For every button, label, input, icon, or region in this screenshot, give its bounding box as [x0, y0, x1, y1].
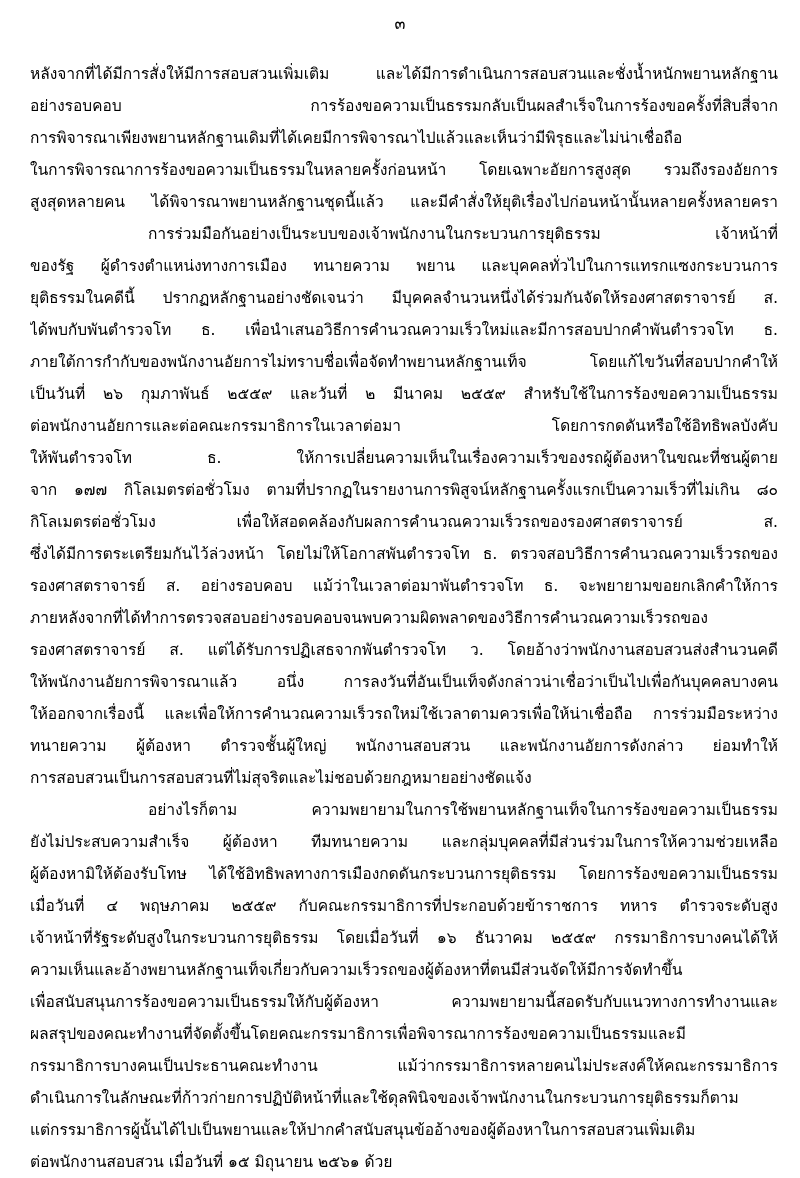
text-line: ยุติธรรมในคดีนี้ ปรากฏหลักฐานอย่างชัดเจนว่า มีบุคคลจำนวนหนึ่งได้ร่วมกันจัดให้รองศาสตราจารย์ ส. [30, 289, 778, 307]
text-line: ของรัฐ ผู้ดำรงตำแหน่งทางการเมือง ทนายความ พยาน และบุคคลทั่วไปในการแทรกแซงกระบวนการ [30, 257, 778, 275]
text-line: ความเห็นและอ้างพยานหลักฐานเท็จเกี่ยวกับความเร็วรถของผู้ต้องหาที่ตนมีส่วนจัดให้มีการจัดทำขึ้น [30, 961, 683, 979]
text-line: ซึ่งได้มีการตระเตรียมกันไว้ล่วงหน้า โดยไม่ให้โอกาสพันตำรวจโท ธ. ตรวจสอบวิธีการคำนวณความเร็วรถของ [30, 545, 778, 563]
text-line: อย่างไรก็ตาม ความพยายามในการใช้พยานหลักฐานเท็จในการร้องขอความเป็นธรรม [148, 801, 778, 819]
text-line: รองศาสตราจารย์ ส. แต่ได้รับการปฏิเสธจากพันตำรวจโท ว. โดยอ้างว่าพนักงานสอบสวนส่งสำนวนคดี [30, 641, 778, 659]
text-line: ภายหลังจากที่ได้ทำการตรวจสอบอย่างรอบคอบจนพบความผิดพลาดของวิธีการคำนวณความเร็วรถของ [30, 609, 708, 627]
text-line: อย่างรอบคอบ การร้องขอความเป็นธรรมกลับเป็นผลสำเร็จในการร้องขอครั้งที่สิบสี่จาก [30, 97, 778, 115]
text-line: การสอบสวนเป็นการสอบสวนที่ไม่สุจริตและไม่ชอบด้วยกฎหมายอย่างชัดแจ้ง [30, 769, 532, 787]
text-line: ในการพิจารณาการร้องขอความเป็นธรรมในหลายครั้งก่อนหน้า โดยเฉพาะอัยการสูงสุด รวมถึงรองอัยการ [30, 161, 778, 179]
text-line: จาก ๑๗๗ กิโลเมตรต่อชั่วโมง ตามที่ปรากฏในรายงานการพิสูจน์หลักฐานครั้งแรกเป็นความเร็วที่ไม่เกิน ๘๐ [30, 481, 778, 499]
text-line: ผลสรุปของคณะทำงานที่จัดตั้งขึ้นโดยคณะกรรมาธิการเพื่อพิจารณาการร้องขอความเป็นธรรมและมี [30, 1025, 686, 1043]
text-line: ดำเนินการในลักษณะที่ก้าวก่ายการปฏิบัติหน้าที่และใช้ดุลพินิจของเจ้าพนักงานในกระบวนการยุติธรรมก็ตาม [30, 1089, 739, 1107]
text-line: ต่อพนักงานอัยการและต่อคณะกรรมาธิการในเวลาต่อมา โดยการกดดันหรือใช้อิทธิพลบังคับ [30, 417, 778, 435]
text-line: เมื่อวันที่ ๔ พฤษภาคม ๒๕๕๙ กับคณะกรรมาธิการที่ประกอบด้วยข้าราชการ ทหาร ตำรวจระดับสูง [30, 897, 778, 915]
paragraph-1 [30, 58, 778, 218]
text-line: ให้พนักงานอัยการพิจารณาแล้ว อนึ่ง การลงวันที่อันเป็นเท็จดังกล่าวน่าเชื่อว่าเป็นไปเพื่อกันบุคคลบางคน [30, 673, 778, 691]
text-line: การร่วมมือกันอย่างเป็นระบบของเจ้าพนักงานในกระบวนการยุติธรรม เจ้าหน้าที่ [148, 225, 778, 243]
text-line: ภายใต้การกำกับของพนักงานอัยการไม่ทราบชื่อเพื่อจัดทำพยานหลักฐานเท็จ โดยแก้ไขวันที่สอบปากคำให้ [30, 353, 778, 371]
text-line: การพิจารณาเพียงพยานหลักฐานเดิมที่ได้เคยมีการพิจารณาไปแล้วและเห็นว่ามีพิรุธและไม่น่าเชื่อถือ [30, 129, 683, 147]
text-line: ต่อพนักงานสอบสวน เมื่อวันที่ ๑๕ มิถุนายน ๒๕๖๑ ด้วย [30, 1153, 393, 1171]
text-line: ให้พันตำรวจโท ธ. ให้การเปลี่ยนความเห็นในเรื่องความเร็วของรถผู้ต้องหาในขณะที่ชนผู้ตาย [30, 449, 778, 467]
text-line: ทนายความ ผู้ต้องหา ตำรวจชั้นผู้ใหญ่ พนักงานสอบสวน และพนักงานอัยการดังกล่าว ย่อมทำให้ [30, 737, 778, 755]
text-line: เจ้าหน้าที่รัฐระดับสูงในกระบวนการยุติธรรม โดยเมื่อวันที่ ๑๖ ธันวาคม ๒๕๕๙ กรรมาธิการบางคนได้ให้ [30, 929, 778, 947]
text-line: ผู้ต้องหามิให้ต้องรับโทษ ได้ใช้อิทธิพลทางการเมืองกดดันกระบวนการยุติธรรม โดยการร้องขอความเป็นธรรม [30, 865, 778, 883]
paragraph-2 [30, 218, 778, 794]
page-number: ๓ [394, 14, 406, 33]
paragraph-3 [30, 794, 778, 1178]
text-line: กิโลเมตรต่อชั่วโมง เพื่อให้สอดคล้องกับผลการคำนวณความเร็วรถของรองศาสตราจารย์ ส. [30, 513, 778, 531]
text-line: ได้พบกับพันตำรวจโท ธ. เพื่อนำเสนอวิธีการคำนวณความเร็วใหม่และมีการสอบปากคำพันตำรวจโท ธ. [30, 321, 778, 339]
text-line: กรรมาธิการบางคนเป็นประธานคณะทำงาน แม้ว่ากรรมาธิการหลายคนไม่ประสงค์ให้คณะกรรมาธิการ [30, 1057, 778, 1075]
text-line: ยังไม่ประสบความสำเร็จ ผู้ต้องหา ทีมทนายความ และกลุ่มบุคคลที่มีส่วนร่วมในการให้ความช่วยเหลือ [30, 833, 778, 851]
text-line: ให้ออกจากเรื่องนี้ และเพื่อให้การคำนวณความเร็วรถใหม่ใช้เวลาตามควรเพื่อให้น่าเชื่อถือ การร่วมมือระหว่าง [30, 705, 778, 723]
document-body [30, 58, 778, 1178]
text-line: รองศาสตราจารย์ ส. อย่างรอบคอบ แม้ว่าในเวลาต่อมาพันตำรวจโท ธ. จะพยายามขอยกเลิกคำให้การ [30, 577, 778, 595]
text-line: หลังจากที่ได้มีการสั่งให้มีการสอบสวนเพิ่มเติม และได้มีการดำเนินการสอบสวนและชั่งน้ำหนักพยานหลักฐาน [30, 65, 778, 83]
text-line: สูงสุดหลายคน ได้พิจารณาพยานหลักฐานชุดนี้แล้ว และมีคำสั่งให้ยุติเรื่องไปก่อนหน้านั้นหลายครั้งหลายครา [30, 193, 778, 211]
text-line: เพื่อสนับสนุนการร้องขอความเป็นธรรมให้กับผู้ต้องหา ความพยายามนี้สอดรับกับแนวทางการทำงานและ [30, 993, 778, 1011]
text-line: เป็นวันที่ ๒๖ กุมภาพันธ์ ๒๕๕๙ และวันที่ ๒ มีนาคม ๒๕๕๙ สำหรับใช้ในการร้องขอความเป็นธรรม [30, 385, 778, 403]
text-line: แต่กรรมาธิการผู้นั้นได้ไปเป็นพยานและให้ปากคำสนับสนุนข้ออ้างของผู้ต้องหาในการสอบสวนเพิ่มเติม [30, 1121, 696, 1139]
